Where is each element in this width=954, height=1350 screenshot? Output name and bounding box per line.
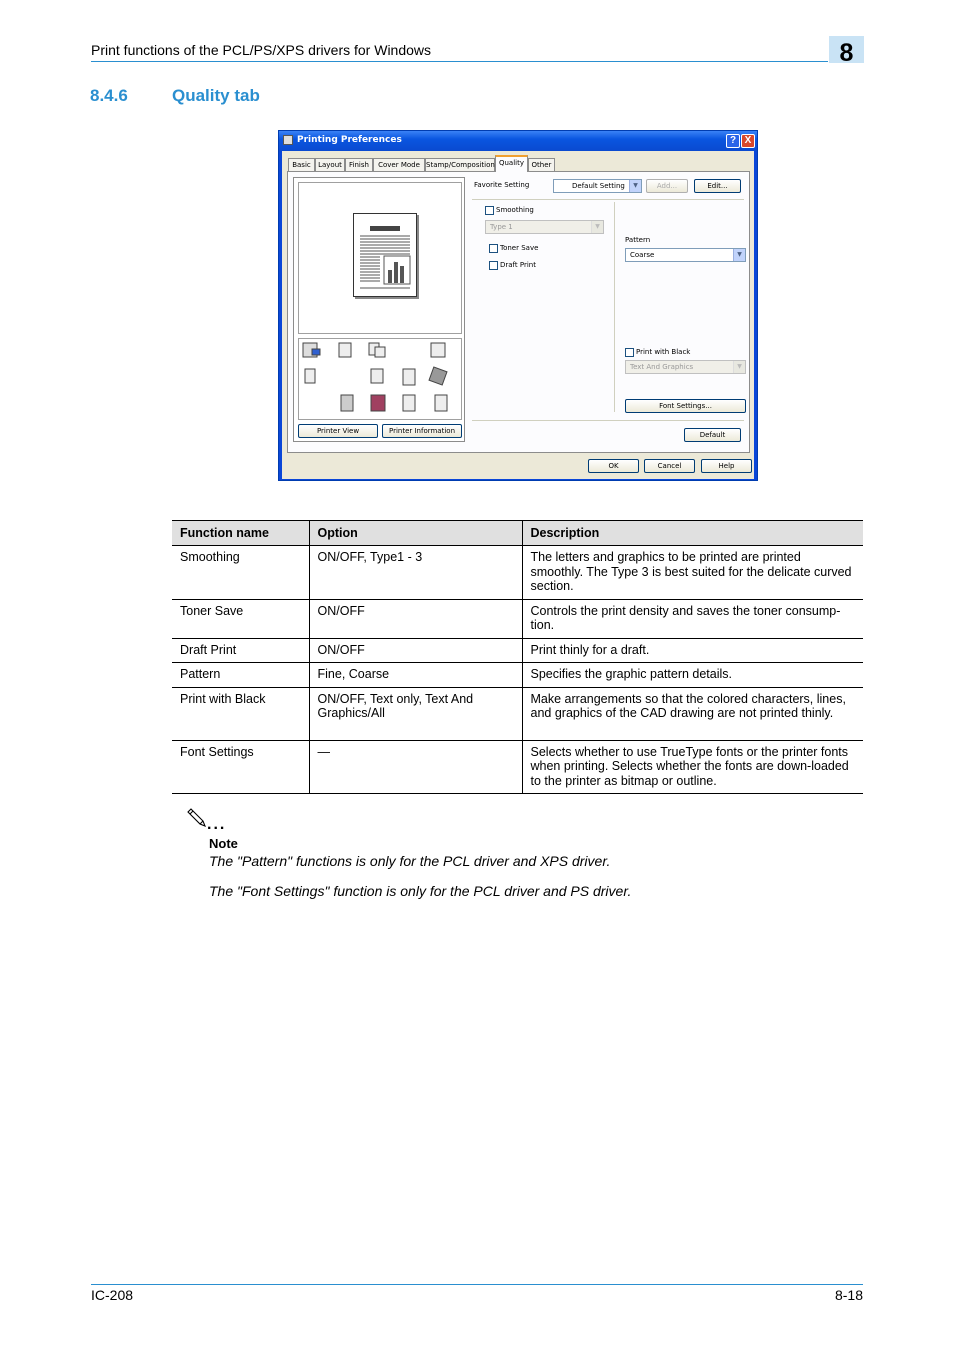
function-table — [172, 520, 863, 794]
tab-basic[interactable]: Basic — [288, 158, 315, 171]
table-cell: Controls the print density and saves the toner consump-tion. — [522, 599, 863, 638]
chevron-down-icon: ▼ — [591, 221, 603, 233]
table-cell: ON/OFF — [309, 638, 522, 663]
note-text: The "Font Settings" function is only for the PCL driver and PS driver. — [209, 883, 632, 899]
printing-preferences-dialog — [278, 130, 758, 481]
page-preview — [298, 182, 462, 334]
printer-icon — [283, 135, 293, 145]
table-row — [172, 740, 863, 794]
section-title: Quality tab — [172, 86, 260, 105]
table-row — [172, 546, 863, 600]
page-thumbnail — [353, 213, 417, 297]
table-row — [172, 663, 863, 688]
print-with-black-value: Text And Graphics — [630, 363, 694, 371]
favorite-setting-select[interactable] — [553, 179, 642, 193]
divider — [472, 420, 744, 421]
print-with-black-select[interactable] — [625, 360, 746, 374]
chapter-number: 8 — [839, 39, 854, 67]
tab-cover-mode[interactable]: Cover Mode — [373, 158, 425, 171]
function-icon-grid — [298, 338, 462, 420]
print-with-black-label: Print with Black — [636, 348, 691, 356]
favorite-setting-value: Default Setting — [572, 182, 625, 190]
draft-print-checkbox[interactable] — [489, 261, 498, 270]
draft-print-label: Draft Print — [500, 261, 536, 269]
chevron-down-icon: ▼ — [733, 361, 745, 373]
quality-tab-panel — [287, 171, 750, 453]
table-cell: Smoothing — [172, 546, 309, 600]
ok-button[interactable]: OK — [588, 459, 639, 473]
column-header: Option — [309, 521, 522, 546]
table-row — [172, 638, 863, 663]
divider — [614, 202, 615, 412]
cancel-button[interactable]: Cancel — [644, 459, 695, 473]
tab-other[interactable]: Other — [528, 158, 555, 171]
running-header-title: Print functions of the PCL/PS/XPS drivers for Windows — [91, 42, 432, 58]
table-cell: Specifies the graphic pattern details. — [522, 663, 863, 688]
table-cell: Font Settings — [172, 740, 309, 794]
help-icon[interactable]: ? — [726, 134, 740, 148]
smoothing-label: Smoothing — [496, 206, 534, 214]
tab-finish[interactable]: Finish — [345, 158, 373, 171]
close-icon[interactable]: X — [741, 134, 755, 148]
section-number: 8.4.6 — [90, 86, 128, 105]
table-cell: — — [309, 740, 522, 794]
help-button[interactable]: Help — [701, 459, 752, 473]
divider — [472, 199, 744, 200]
table-row — [172, 599, 863, 638]
smoothing-type-select[interactable] — [485, 220, 604, 234]
smoothing-type-value: Type 1 — [490, 223, 513, 231]
table-header-row — [172, 521, 863, 546]
table-cell: Fine, Coarse — [309, 663, 522, 688]
edit-button[interactable]: Edit... — [694, 179, 741, 193]
table-cell: The letters and graphics to be printed are printed smoothly. The Type 3 is best suited for the delicate curved section. — [522, 546, 863, 600]
table-cell: Make arrangements so that the colored characters, lines, and graphics of the CAD drawing are not printed thinly. — [522, 687, 863, 740]
page-content-graphic — [354, 214, 416, 296]
dialog-body — [282, 151, 754, 479]
table-cell: Draft Print — [172, 638, 309, 663]
footer-model: IC-208 — [91, 1287, 134, 1303]
dialog-titlebar — [279, 131, 757, 151]
printer-information-button[interactable]: Printer Information — [382, 424, 462, 438]
pattern-value: Coarse — [630, 251, 655, 259]
function-icons — [299, 339, 461, 419]
add-button[interactable]: Add... — [646, 179, 688, 193]
note-label: Note — [209, 836, 238, 851]
dialog-title: Printing Preferences — [297, 135, 402, 145]
tab-quality[interactable]: Quality — [495, 155, 528, 172]
table-cell: Selects whether to use TrueType fonts or the printer fonts when printing. Selects whether the fonts are down-loaded to the printer as bitmap or outline. — [522, 740, 863, 794]
table-cell: ON/OFF, Text only, Text And Graphics/All — [309, 687, 522, 740]
note-text: The "Pattern" functions is only for the PCL driver and XPS driver. — [209, 853, 611, 869]
toner-save-label: Toner Save — [500, 244, 539, 252]
chevron-down-icon: ▼ — [629, 180, 641, 192]
default-button[interactable]: Default — [684, 428, 741, 442]
table-cell: Toner Save — [172, 599, 309, 638]
table-row — [172, 687, 863, 740]
column-header: Function name — [172, 521, 309, 546]
table-cell: Print thinly for a draft. — [522, 638, 863, 663]
table-cell: ON/OFF, Type1 - 3 — [309, 546, 522, 600]
column-header: Description — [522, 521, 863, 546]
table-cell: Pattern — [172, 663, 309, 688]
tab-layout[interactable]: Layout — [315, 158, 345, 171]
print-with-black-checkbox[interactable] — [625, 348, 634, 357]
footer-page-number: 8-18 — [834, 1287, 863, 1303]
table-cell: ON/OFF — [309, 599, 522, 638]
smoothing-checkbox[interactable] — [485, 206, 494, 215]
pattern-select[interactable] — [625, 248, 746, 262]
table-cell: Print with Black — [172, 687, 309, 740]
chevron-down-icon: ▼ — [733, 249, 745, 261]
pattern-label: Pattern — [625, 236, 651, 244]
preview-frame — [293, 177, 465, 442]
favorite-setting-label: Favorite Setting — [474, 181, 530, 189]
tab-stamp-composition[interactable]: Stamp/Composition — [425, 158, 495, 171]
font-settings-button[interactable]: Font Settings... — [625, 399, 746, 413]
note-dots: ... — [207, 816, 227, 833]
footer-rule — [91, 1284, 863, 1285]
printer-view-button[interactable]: Printer View — [298, 424, 378, 438]
toner-save-checkbox[interactable] — [489, 244, 498, 253]
header-rule — [91, 61, 828, 62]
